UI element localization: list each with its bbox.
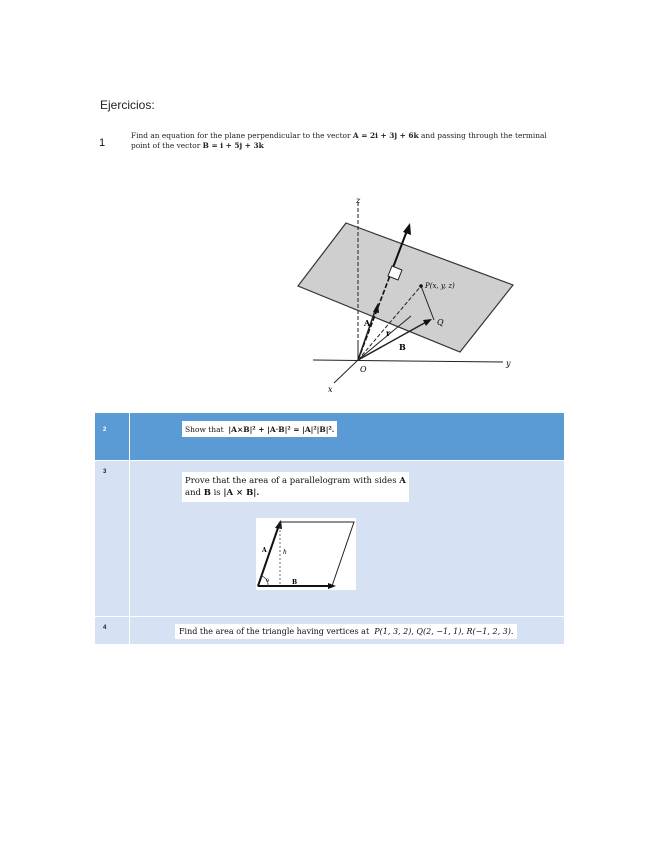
origin-label: O (360, 365, 367, 374)
height-label: h (283, 549, 287, 556)
exercise-4-points: P(1, 3, 2), Q(2, −1, 1), R(−1, 2, 3). (374, 627, 514, 636)
exercise-3-cell (130, 461, 565, 617)
exercise-4-text: Find the area of the triangle having vertices at P(1, 3, 2), Q(2, −1, 1), R(−1, 2, 3). (175, 624, 517, 639)
exercise-table (94, 412, 565, 645)
z-axis-label: z (356, 196, 361, 205)
exercise-2-formula: |A×B|² + |A·B|² = |A|²|B|². (228, 425, 335, 434)
exercise-1-number: 1 (99, 137, 106, 149)
point-p-label: P(x, y, z) (425, 282, 455, 290)
exercise-4-number: 4 (95, 617, 130, 645)
exercise-2-text: Show that |A×B|² + |A·B|² = |A|²|B|². (182, 421, 337, 437)
x-axis (334, 360, 358, 383)
x-axis-label: x (328, 385, 333, 394)
side-b-label: B (292, 579, 298, 586)
table-row (95, 413, 565, 461)
exercise-1-text: Find an equation for the plane perpendicular to the vector A = 2i + 3j + 6k and passing through the terminal point of the vector B = i + 5j + 3k (131, 131, 547, 150)
parallelogram-figure (256, 518, 356, 590)
page-title: Ejercicios: (100, 98, 155, 112)
plane (298, 223, 513, 352)
table-row (95, 461, 565, 617)
theta-label: θ (266, 578, 270, 584)
exercise-2-cell (130, 413, 565, 461)
exercise-3-number: 3 (95, 461, 130, 617)
exercise-2-number: 2 (95, 413, 130, 461)
exercise-3-text: Prove that the area of a parallelogram with sides A and B is |A × B|. (182, 472, 409, 502)
side-a-label: A (262, 547, 267, 554)
plane-figure (288, 190, 523, 400)
vector-a-label: A (364, 318, 371, 328)
point-q-label: Q (437, 318, 444, 327)
exercise-4-cell (130, 617, 565, 645)
vector-b-label: B (399, 342, 406, 352)
y-axis-label: y (506, 359, 511, 368)
vector-r-label: r (386, 328, 391, 338)
table-row (95, 617, 565, 645)
y-axis (313, 360, 503, 362)
